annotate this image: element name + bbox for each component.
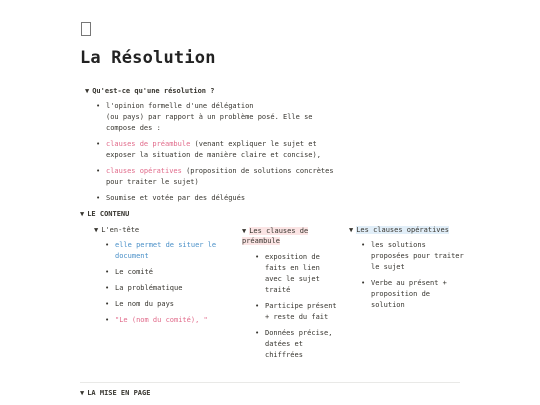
intro-list <box>94 101 354 204</box>
page-title: La Résolution <box>80 48 216 68</box>
toggle-intro[interactable] <box>85 87 214 95</box>
toggle-en-tete[interactable] <box>94 226 139 234</box>
list-item: • Participe présent + reste du fait <box>253 301 343 323</box>
toggle-triangle-icon[interactable]: ▼ <box>85 87 90 95</box>
list-item: • Soumise et votée par des délégués <box>94 193 354 204</box>
list-item: • "Le (nom du comité), " <box>103 315 233 326</box>
divider <box>80 382 460 383</box>
list-item: • La problématique <box>103 283 233 294</box>
clauses-preambule-heading: Les clauses de <box>249 227 309 235</box>
toggle-triangle-icon[interactable]: ▼ <box>242 227 247 235</box>
clauses-operatives-term: clauses opératives <box>106 167 182 175</box>
toggle-clauses-preambule[interactable]: ▼ Les clauses de préambule <box>242 227 309 245</box>
list-item: • Le comité <box>103 267 233 278</box>
list-item: • Données précise, datées et chiffrées <box>253 328 343 361</box>
list-item: • Le nom du pays <box>103 299 233 310</box>
en-tete-heading: L'en-tête <box>101 226 140 234</box>
list-item: • elle permet de situer le document <box>103 240 233 262</box>
mise-en-page-heading: LA MISE EN PAGE <box>87 389 151 397</box>
contenu-heading: LE CONTENU <box>87 210 130 218</box>
operatives-list <box>359 240 469 311</box>
clauses-operatives-heading: Les clauses opératives <box>356 226 449 234</box>
toggle-mise-en-page[interactable] <box>80 389 150 397</box>
list-item: • clauses de préambule (venant expliquer le sujet et exposer la situation de manière claire et concise), <box>94 139 354 161</box>
page-icon <box>81 22 91 36</box>
toggle-triangle-icon[interactable]: ▼ <box>80 210 85 218</box>
list-item: • les solutions proposées pour traiter le sujet <box>359 240 469 273</box>
list-item: • clauses opératives (proposition de solutions concrètes pour traiter le sujet) <box>94 166 354 188</box>
toggle-contenu[interactable] <box>80 210 129 218</box>
toggle-triangle-icon[interactable]: ▼ <box>94 226 99 234</box>
toggle-triangle-icon[interactable]: ▼ <box>80 389 85 397</box>
intro-heading: Qu'est-ce qu'une résolution ? <box>92 87 215 95</box>
toggle-triangle-icon[interactable]: ▼ <box>349 226 354 234</box>
preambule-list <box>253 252 343 361</box>
clauses-preambule-term: clauses de préambule <box>106 140 191 148</box>
list-item: • Verbe au présent + proposition de solution <box>359 278 469 311</box>
list-item: • exposition de faits en lien avec le sujet traité <box>253 252 343 296</box>
toggle-clauses-operatives[interactable] <box>349 226 449 234</box>
en-tete-list <box>103 240 233 326</box>
list-item: • l'opinion formelle d'une délégation (ou pays) par rapport à un problème posé. Elle se compose des : <box>94 101 354 134</box>
